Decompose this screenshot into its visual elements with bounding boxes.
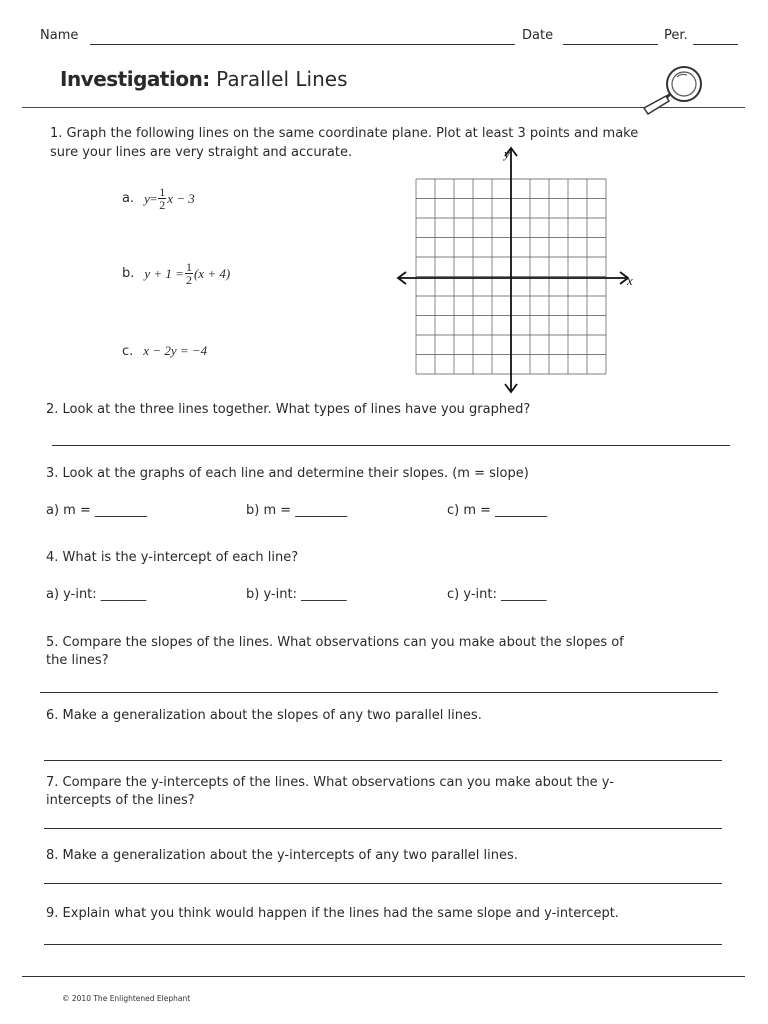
coordinate-plane[interactable] <box>390 140 640 400</box>
q1-text-line1: 1. Graph the following lines on the same coordinate plane. Plot at least 3 points and make <box>50 126 639 141</box>
equation-c-expression: x − 2y = −4 <box>143 343 208 358</box>
period-label: Per. <box>664 28 688 43</box>
equation-c-label: c. <box>122 343 134 359</box>
date-label: Date <box>522 28 554 43</box>
y-axis-label: y <box>504 146 510 161</box>
equation-b-rest: (x + 4) <box>193 265 231 281</box>
name-field[interactable] <box>90 44 515 45</box>
q7-answer-line[interactable] <box>44 828 722 829</box>
q8-answer-line[interactable] <box>44 883 722 884</box>
q3-text: 3. Look at the graphs of each line and determine their slopes. (m = slope) <box>46 466 529 481</box>
q2-text: 2. Look at the three lines together. What types of lines have you graphed? <box>46 402 531 417</box>
copyright-text: © 2010 The Enlightened Elephant <box>62 994 191 1003</box>
equation-a <box>122 186 195 211</box>
equation-a-rest: x − 3 <box>167 190 195 206</box>
q1-text-line2: sure your lines are very straight and accurate. <box>50 145 353 160</box>
y-axis <box>505 148 517 392</box>
q9-answer-line[interactable] <box>44 944 722 945</box>
q5-answer-line[interactable] <box>40 692 718 693</box>
q3-answer-a[interactable]: a) m = ________ <box>46 503 147 518</box>
equation-a-eq: = <box>149 190 158 206</box>
equation-a-label: a. <box>122 191 135 206</box>
page-title <box>60 67 348 91</box>
equation-a-den: 2 <box>159 198 166 212</box>
equation-c <box>122 343 207 359</box>
x-axis <box>398 272 628 284</box>
q4-text: 4. What is the y-intercept of each line? <box>46 550 299 565</box>
equation-a-num: 1 <box>159 185 166 199</box>
q7-text-line2: intercepts of the lines? <box>46 793 195 808</box>
q2-answer-line[interactable] <box>52 445 730 446</box>
q7-text-line1: 7. Compare the y-intercepts of the lines. What observations can you make about the y- <box>46 775 614 790</box>
equation-b-den: 2 <box>185 273 192 287</box>
equation-a-fraction <box>158 186 166 211</box>
title-bold: Investigation: <box>60 67 210 91</box>
q5-text-line1: 5. Compare the slopes of the lines. What observations can you make about the slopes of <box>46 635 624 650</box>
title-rest: Parallel Lines <box>216 67 348 91</box>
equation-b-lhs: y + 1 = <box>144 265 184 281</box>
q5-text-line2: the lines? <box>46 653 109 668</box>
equation-b <box>122 261 230 286</box>
q6-answer-line[interactable] <box>44 760 722 761</box>
q9-text: 9. Explain what you think would happen if the lines had the same slope and y-intercept. <box>46 906 619 921</box>
q3-answer-c[interactable]: c) m = ________ <box>447 503 548 518</box>
q4-answer-b[interactable]: b) y-int: _______ <box>246 587 347 602</box>
magnifying-glass-icon <box>636 60 716 120</box>
equation-b-num: 1 <box>185 260 192 274</box>
q4-answer-a[interactable]: a) y-int: _______ <box>46 587 147 602</box>
q6-text: 6. Make a generalization about the slopes of any two parallel lines. <box>46 708 482 723</box>
equation-b-label: b. <box>122 266 135 281</box>
footer-rule <box>22 976 745 977</box>
period-field[interactable] <box>693 44 738 45</box>
equation-b-fraction <box>185 261 193 286</box>
q4-answer-c[interactable]: c) y-int: _______ <box>447 587 547 602</box>
x-axis-label: x <box>627 273 633 288</box>
q8-text: 8. Make a generalization about the y-intercepts of any two parallel lines. <box>46 848 518 863</box>
name-label: Name <box>40 28 79 43</box>
q3-answer-b[interactable]: b) m = ________ <box>246 503 348 518</box>
equation-a-lhs: y <box>144 190 150 206</box>
date-field[interactable] <box>563 44 658 45</box>
